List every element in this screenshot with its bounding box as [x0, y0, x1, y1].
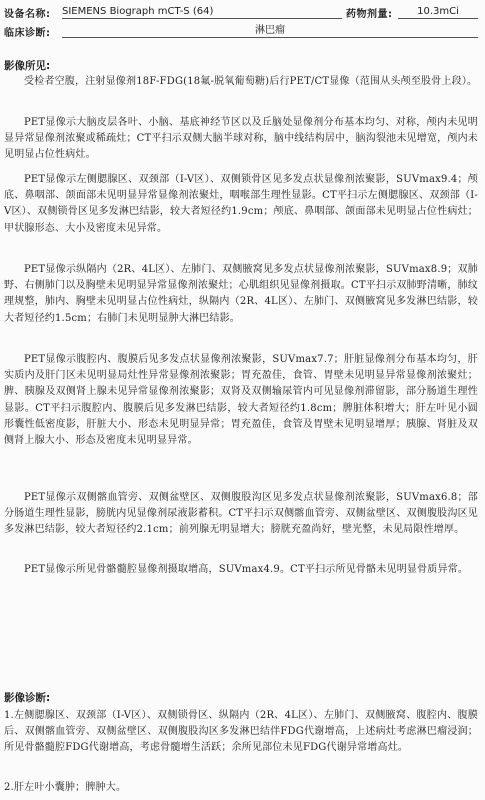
- findings-paragraph-5: PET显像示腹腔内、腹膜后见多发点状显像剂浓聚影，SUVmax7.7；肝脏显像剂分布基本均匀，肝实质内及肝门区未见明显局灶性异常显像剂浓聚影；胃充盈佳，食管、胃壁未见明显异常显像剂浓聚灶；脾、胰腺及双侧肾上腺未见异常显像剂浓聚影；双肾及双侧输尿管内可见显像剂滞留影，部分肠道生理性显影。CT平扫示腹腔内、腹膜后见多发淋巴结影，较大者短径约1.8cm；脾脏体积增大；肝左叶见小圆形囊性低密度影，肝脏大小、形态未见明显异常；胃充盈佳，食管及胃壁未见明显增厚；胰腺、肾脏及双侧肾上腺大小、形态及密度未见明显异常。: [4, 354, 478, 447]
- clinical-diagnosis-label: 临床诊断:: [4, 28, 51, 39]
- device-label: 设备名称:: [4, 9, 51, 20]
- findings-paragraph-3: PET显像示左侧腮腺区、双颈部（I-V区）、双侧锁骨区见多发点状显像剂浓聚影，SUVmax9.4；颅底、鼻咽部、颌面部未见明显异常显像剂浓聚灶，咽喉部生理性显影。CT平扫示左侧腮腺区、双颈部（I-V区）、双侧锁骨区见多发淋巴结影，较大者短径约1.9cm；颅底、鼻咽部、颌面部未见明显占位性病灶；甲状腺形态、大小及密度未见异常。: [4, 174, 478, 234]
- findings-title: 影像所见:: [4, 60, 51, 72]
- clinical-diagnosis-value: 淋巴瘤: [62, 24, 478, 38]
- findings-paragraph-7: PET显像示所见骨骼髓腔显像剂摄取增高，SUVmax4.9。CT平扫示所见骨骼未见明显骨质异常。: [24, 564, 469, 575]
- dose-label: 药物剂量:: [346, 9, 393, 20]
- device-value: SIEMENS Biograph mCT-S (64): [62, 5, 342, 19]
- dose-value: 10.3mCi: [398, 5, 478, 19]
- diagnosis-item-1: 1.左侧腮腺区、双颈部（I-V区）、双侧锁骨区、纵隔内（2R、4L区）、左肺门、双侧腋窝、腹腔内、腹膜后、双侧髂血管旁、双侧盆壁区、双侧腹股沟区多发淋巴结伴FDG代谢增高，上述病灶考虑淋巴瘤浸润；所见骨骼髓腔FDG代谢增高，考虑骨髓增生活跃；余所见部位未见FDG代谢异常增高灶。: [4, 710, 478, 754]
- findings-paragraph-2: PET显像示大脑皮层各叶、小脑、基底神经节区以及丘脑处显像剂分布基本均匀、对称，颅内未见明显异常显像剂浓聚或稀疏灶；CT平扫示双侧大脑半球对称，脑中线结构居中，脑沟裂池未见增宽，颅内未见明显占位性病灶。: [4, 117, 478, 161]
- findings-paragraph-1: 受检者空腹，注射显像剂18F-FDG(18氟-脱氧葡萄糖)后行PET/CT显像（范围从头颅至股骨上段）。: [24, 76, 478, 87]
- header-row-diagnosis: [0, 23, 485, 39]
- diagnosis-title: 影像诊断:: [4, 692, 51, 704]
- findings-paragraph-4: PET显像示纵隔内（2R、4L区）、左肺门、双侧腋窝见多发点状显像剂浓聚影，SUVmax8.9；双肺野、右侧肺门以及胸壁未见明显异常显像剂浓聚灶；心肌组织见显像剂摄取。CT平扫示双肺野清晰，肺纹理规整，肺内、胸壁未见明显占位性病灶，纵隔内（2R、4L区）、左肺门、双侧腋窝见多发淋巴结影，较大者短径约1.5cm；右肺门未见明显肿大淋巴结影。: [4, 264, 478, 324]
- header-row-device: [0, 4, 485, 20]
- diagnosis-item-2: 2.肝左叶小囊肿；脾肿大。: [4, 782, 127, 793]
- findings-paragraph-6: PET显像示双侧髂血管旁、双侧盆壁区、双侧腹股沟区见多发点状显像剂浓聚影，SUVmax6.8；部分肠道生理性显影，膀胱内见显像剂尿液影蓄积。CT平扫示双侧髂血管旁、双侧盆壁区、双侧腹股沟区见多发淋巴结影，较大者短径约2.1cm；前列腺无明显增大；膀胱充盈尚好，壁光整，未见局限性增厚。: [4, 492, 478, 536]
